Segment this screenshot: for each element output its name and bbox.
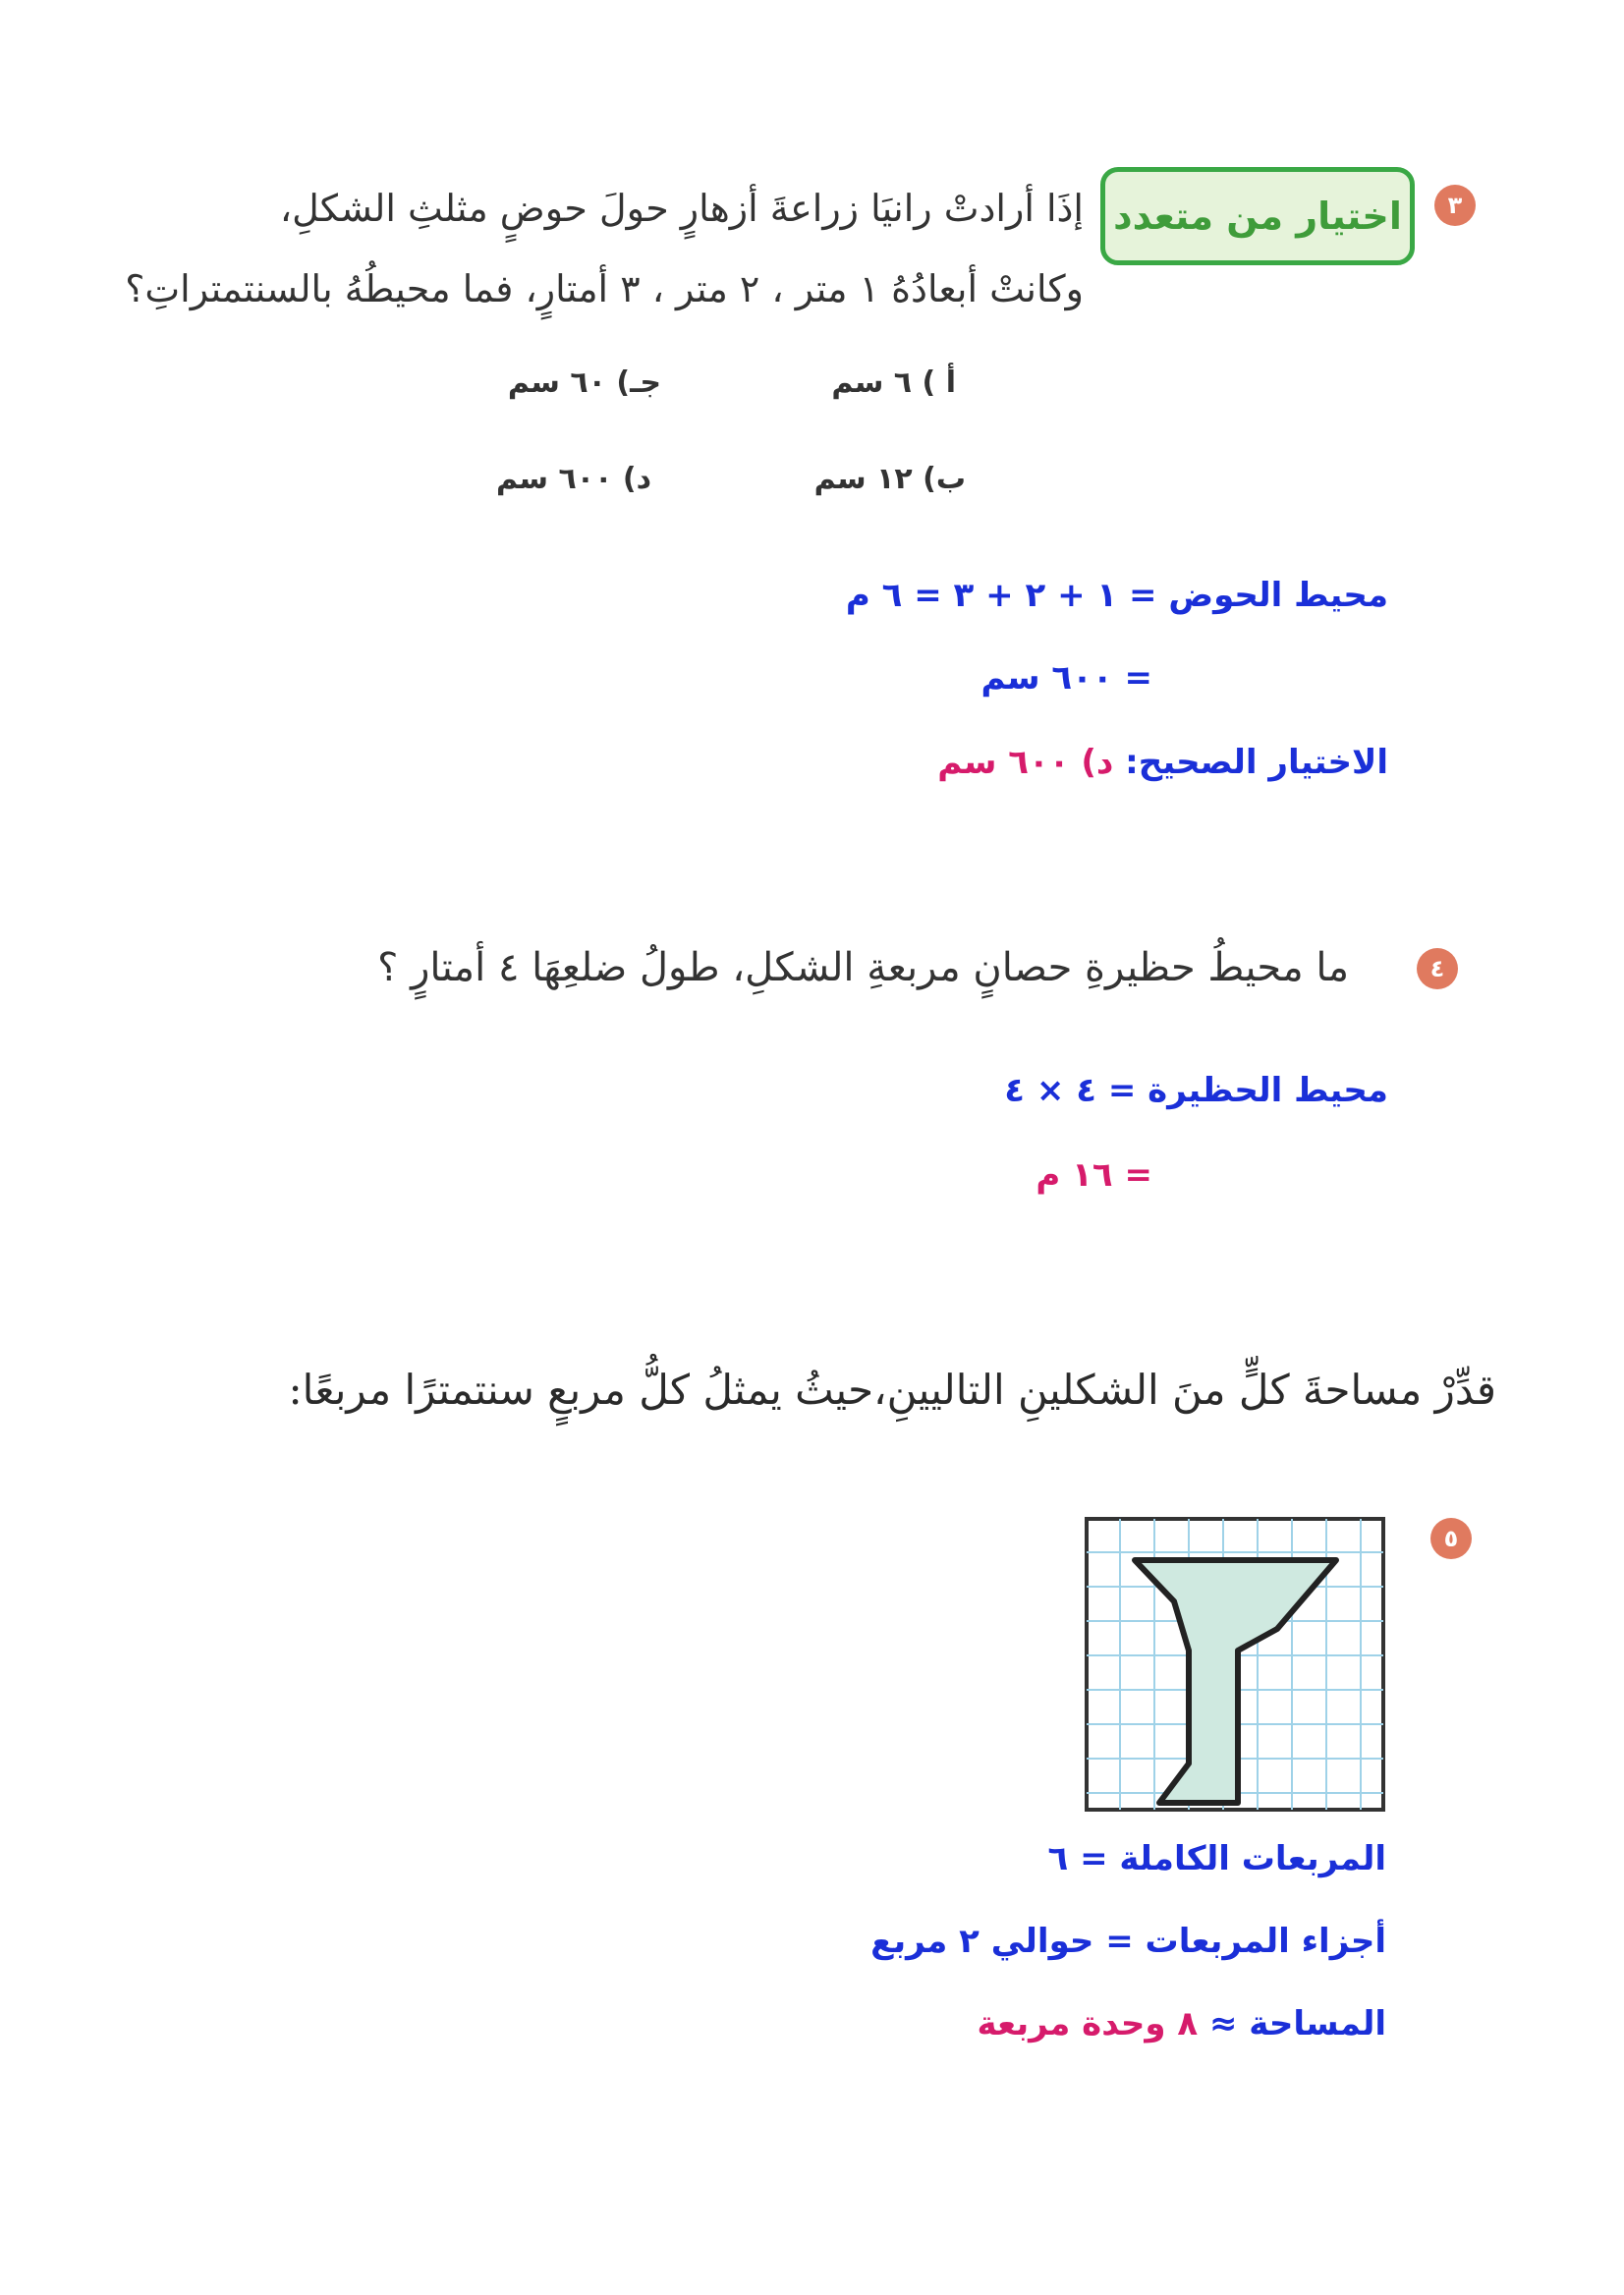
q3-solution-line2: = ٦٠٠ سم (980, 658, 1152, 698)
area-label: المساحة ≈ (1208, 2004, 1386, 2043)
q4-solution-line2: = ١٦ م (1036, 1155, 1152, 1195)
choice-a: أ ) ٦ سم (831, 365, 956, 400)
choice-d: د) ٦٠٠ سم (496, 462, 651, 496)
q4-solution-line1: محيط الحظيرة = ٤ × ٤ (1004, 1071, 1388, 1110)
q5-solution-line3 (978, 2004, 1386, 2043)
q3-solution-line1: محيط الحوض = ١ + ٢ + ٣ = ٦ م (845, 576, 1388, 615)
question-number-5: ٥ (1430, 1518, 1472, 1559)
multiple-choice-tag: اختيار من متعدد (1100, 167, 1415, 265)
q5-solution-line1: المربعات الكاملة = ٦ (1047, 1839, 1386, 1878)
q3-text-line1: إذَا أرادتْ رانيَا زراعةَ أزهارٍ حولَ حوضٍ مثلثِ الشكلِ، (279, 187, 1084, 230)
q4-text: ما محيطُ حظيرةِ حصانٍ مربعةِ الشكلِ، طولُ ضلعِهَا ٤ أمتارٍ ؟ (377, 945, 1349, 990)
goblet-shape-grid (1081, 1513, 1395, 1814)
q3-solution-line3 (937, 743, 1388, 782)
correct-choice-value: د) ٦٠٠ سم (937, 743, 1114, 782)
q5-solution-line2: أجزاء المربعات = حوالي ٢ مربع (870, 1922, 1386, 1961)
correct-choice-label: الاختيار الصحيح: (1125, 743, 1388, 782)
question-number-4: ٤ (1417, 948, 1458, 989)
choice-c: جـ) ٦٠ سم (507, 365, 661, 400)
section-heading: قدِّرْ مساحةَ كلٍّ منَ الشكلينِ التاليينِ،حيثُ يمثلُ كلُّ مربعٍ سنتمترًا مربعًا: (288, 1366, 1496, 1414)
q3-text-line2: وكانتْ أبعادُهُ ١ متر ، ٢ متر ، ٣ أمتارٍ، فما محيطُهُ بالسنتمتراتِ؟ (125, 267, 1084, 310)
choice-b: ب) ١٢ سم (813, 462, 966, 496)
area-value: ٨ وحدة مربعة (977, 2004, 1199, 2043)
question-number-3: ٣ (1434, 185, 1476, 226)
